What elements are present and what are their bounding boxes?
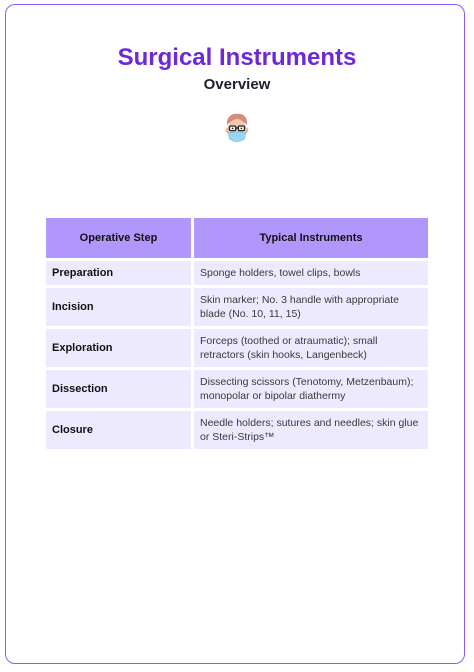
table-row [46,411,428,449]
instruments-table [46,218,428,452]
table-row [46,370,428,408]
row-step: Exploration [46,329,191,367]
header-operative-step: Operative Step [46,218,191,258]
header-typical-instruments: Typical Instruments [194,218,428,258]
row-instruments: Forceps (toothed or atraumatic); small retractors (skin hooks, Langenbeck) [194,329,428,367]
row-step: Dissection [46,370,191,408]
table-row [46,288,428,326]
page-title: Surgical Instruments [117,44,357,71]
table-row [46,261,428,285]
row-instruments: Sponge holders, towel clips, bowls [194,261,428,285]
table-row [46,329,428,367]
row-step: Incision [46,288,191,326]
page-subtitle: Overview [203,76,271,93]
row-step: Closure [46,411,191,449]
row-instruments: Needle holders; sutures and needles; skin glue or Steri-Strips™ [194,411,428,449]
row-instruments: Skin marker; No. 3 handle with appropriate blade (No. 10, 11, 15) [194,288,428,326]
table-header-row [46,218,428,258]
row-step: Preparation [46,261,191,285]
row-instruments: Dissecting scissors (Tenotomy, Metzenbaum); monopolar or bipolar diathermy [194,370,428,408]
surgeon-avatar-icon [221,112,253,148]
